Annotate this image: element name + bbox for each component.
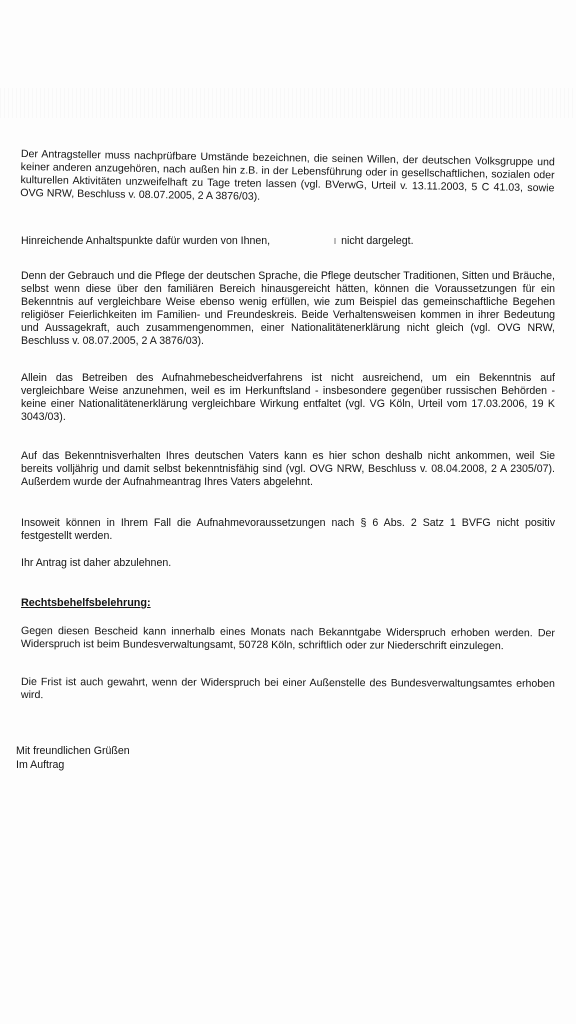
paragraph-language-traditions: Denn der Gebrauch und die Pflege der deutschen Sprache, die Pflege deutscher Traditionen, Sitten und Bräuche, selbst wenn diese über den familiären Bereich hinausgereicht hätten, können die Voraussetzungen für ein Bekenntnis auf vergleichbare Weise ebenso wenig erfüllen, wie zum Beispiel das gemeinschaftliche Begehen religiöser Feierlichkeiten im Familien- und Freundeskreis. Beide Verhaltensweisen kommen in ihrer Bedeutung und Aussagekraft, auch zusammengenommen, einer Nationalitätenerklärung nicht gleich (vgl. OVG NRW, Beschluss v. 08.07.2005, 2 A 3876/03). <box>21 270 555 347</box>
paragraph-requirements-not-met: Insoweit können in Ihrem Fall die Aufnahmevoraussetzungen nach § 6 Abs. 2 Satz 1 BVFG nicht positiv festgestellt werden. <box>21 517 555 542</box>
paragraph-deadline: Die Frist ist auch gewahrt, wenn der Widerspruch bei einer Außenstelle des Bundesverwaltungsamtes erhoben wird. <box>20 676 555 702</box>
paragraph-no-evidence <box>21 235 555 248</box>
paragraph-no-evidence-end: nicht dargelegt. <box>341 235 414 247</box>
paragraph-objection-instructions: Gegen diesen Bescheid kann innerhalb eines Monats nach Bekanntgabe Widerspruch erhoben werden. Der Widerspruch ist beim Bundesverwaltungsamt, 50728 Köln, schriftlich oder zur Niederschrift einzulegen. <box>20 625 555 653</box>
closing-on-behalf: Im Auftrag <box>16 759 65 771</box>
paragraph-admission-procedure: Allein das Betreiben des Aufnahmebescheidverfahrens ist nicht ausreichend, um ein Bekenntnis auf vergleichbare Weise anzunehmen, weil es im Herkunftsland - insbesondere gegenüber russischen Behörden - keine einer Nationalitätenerklärung vergleichbare Wirkung entfaltet (vgl. VG Köln, Urteil vom 17.03.2006, 19 K 3043/03). <box>21 372 555 423</box>
redaction-mark <box>334 238 336 244</box>
legal-remedy-heading: Rechtsbehelfsbelehrung: <box>21 597 151 609</box>
redacted-name <box>270 243 332 244</box>
paragraph-applicant-requirements: Der Antragsteller muss nachprüfbare Umstände bezeichnen, die seinen Willen, der deutschen Volksgruppe und keiner anderen anzugehören, nach außen hin z.B. in der Lebensführung oder in gesellschaftlichen, sozialen oder kulturellen Aktivitäten unzweifelhaft zu Tage treten lassen (vgl. BVerwG, Urteil v. 13.11.2003, 5 C 41.03, sowie OVG NRW, Beschluss v. 08.07.2005, 2 A 3876/03). <box>20 148 555 203</box>
paragraph-no-evidence-start: Hinreichende Anhaltspunkte dafür wurden von Ihnen, <box>21 235 271 247</box>
paragraph-rejection: Ihr Antrag ist daher abzulehnen. <box>21 557 172 569</box>
paragraph-father-behavior: Auf das Bekenntnisverhalten Ihres deutschen Vaters kann es hier schon deshalb nicht ankommen, weil Sie bereits volljährig und damit selbst bekenntnisfähig sind (vgl. OVG NRW, Beschluss v. 08.04.2008, 2 A 2305/07). Außerdem wurde der Aufnahmeantrag Ihres Vaters abgelehnt. <box>21 450 555 488</box>
closing-greeting: Mit freundlichen Grüßen <box>16 745 130 757</box>
scan-artifact <box>0 88 576 118</box>
